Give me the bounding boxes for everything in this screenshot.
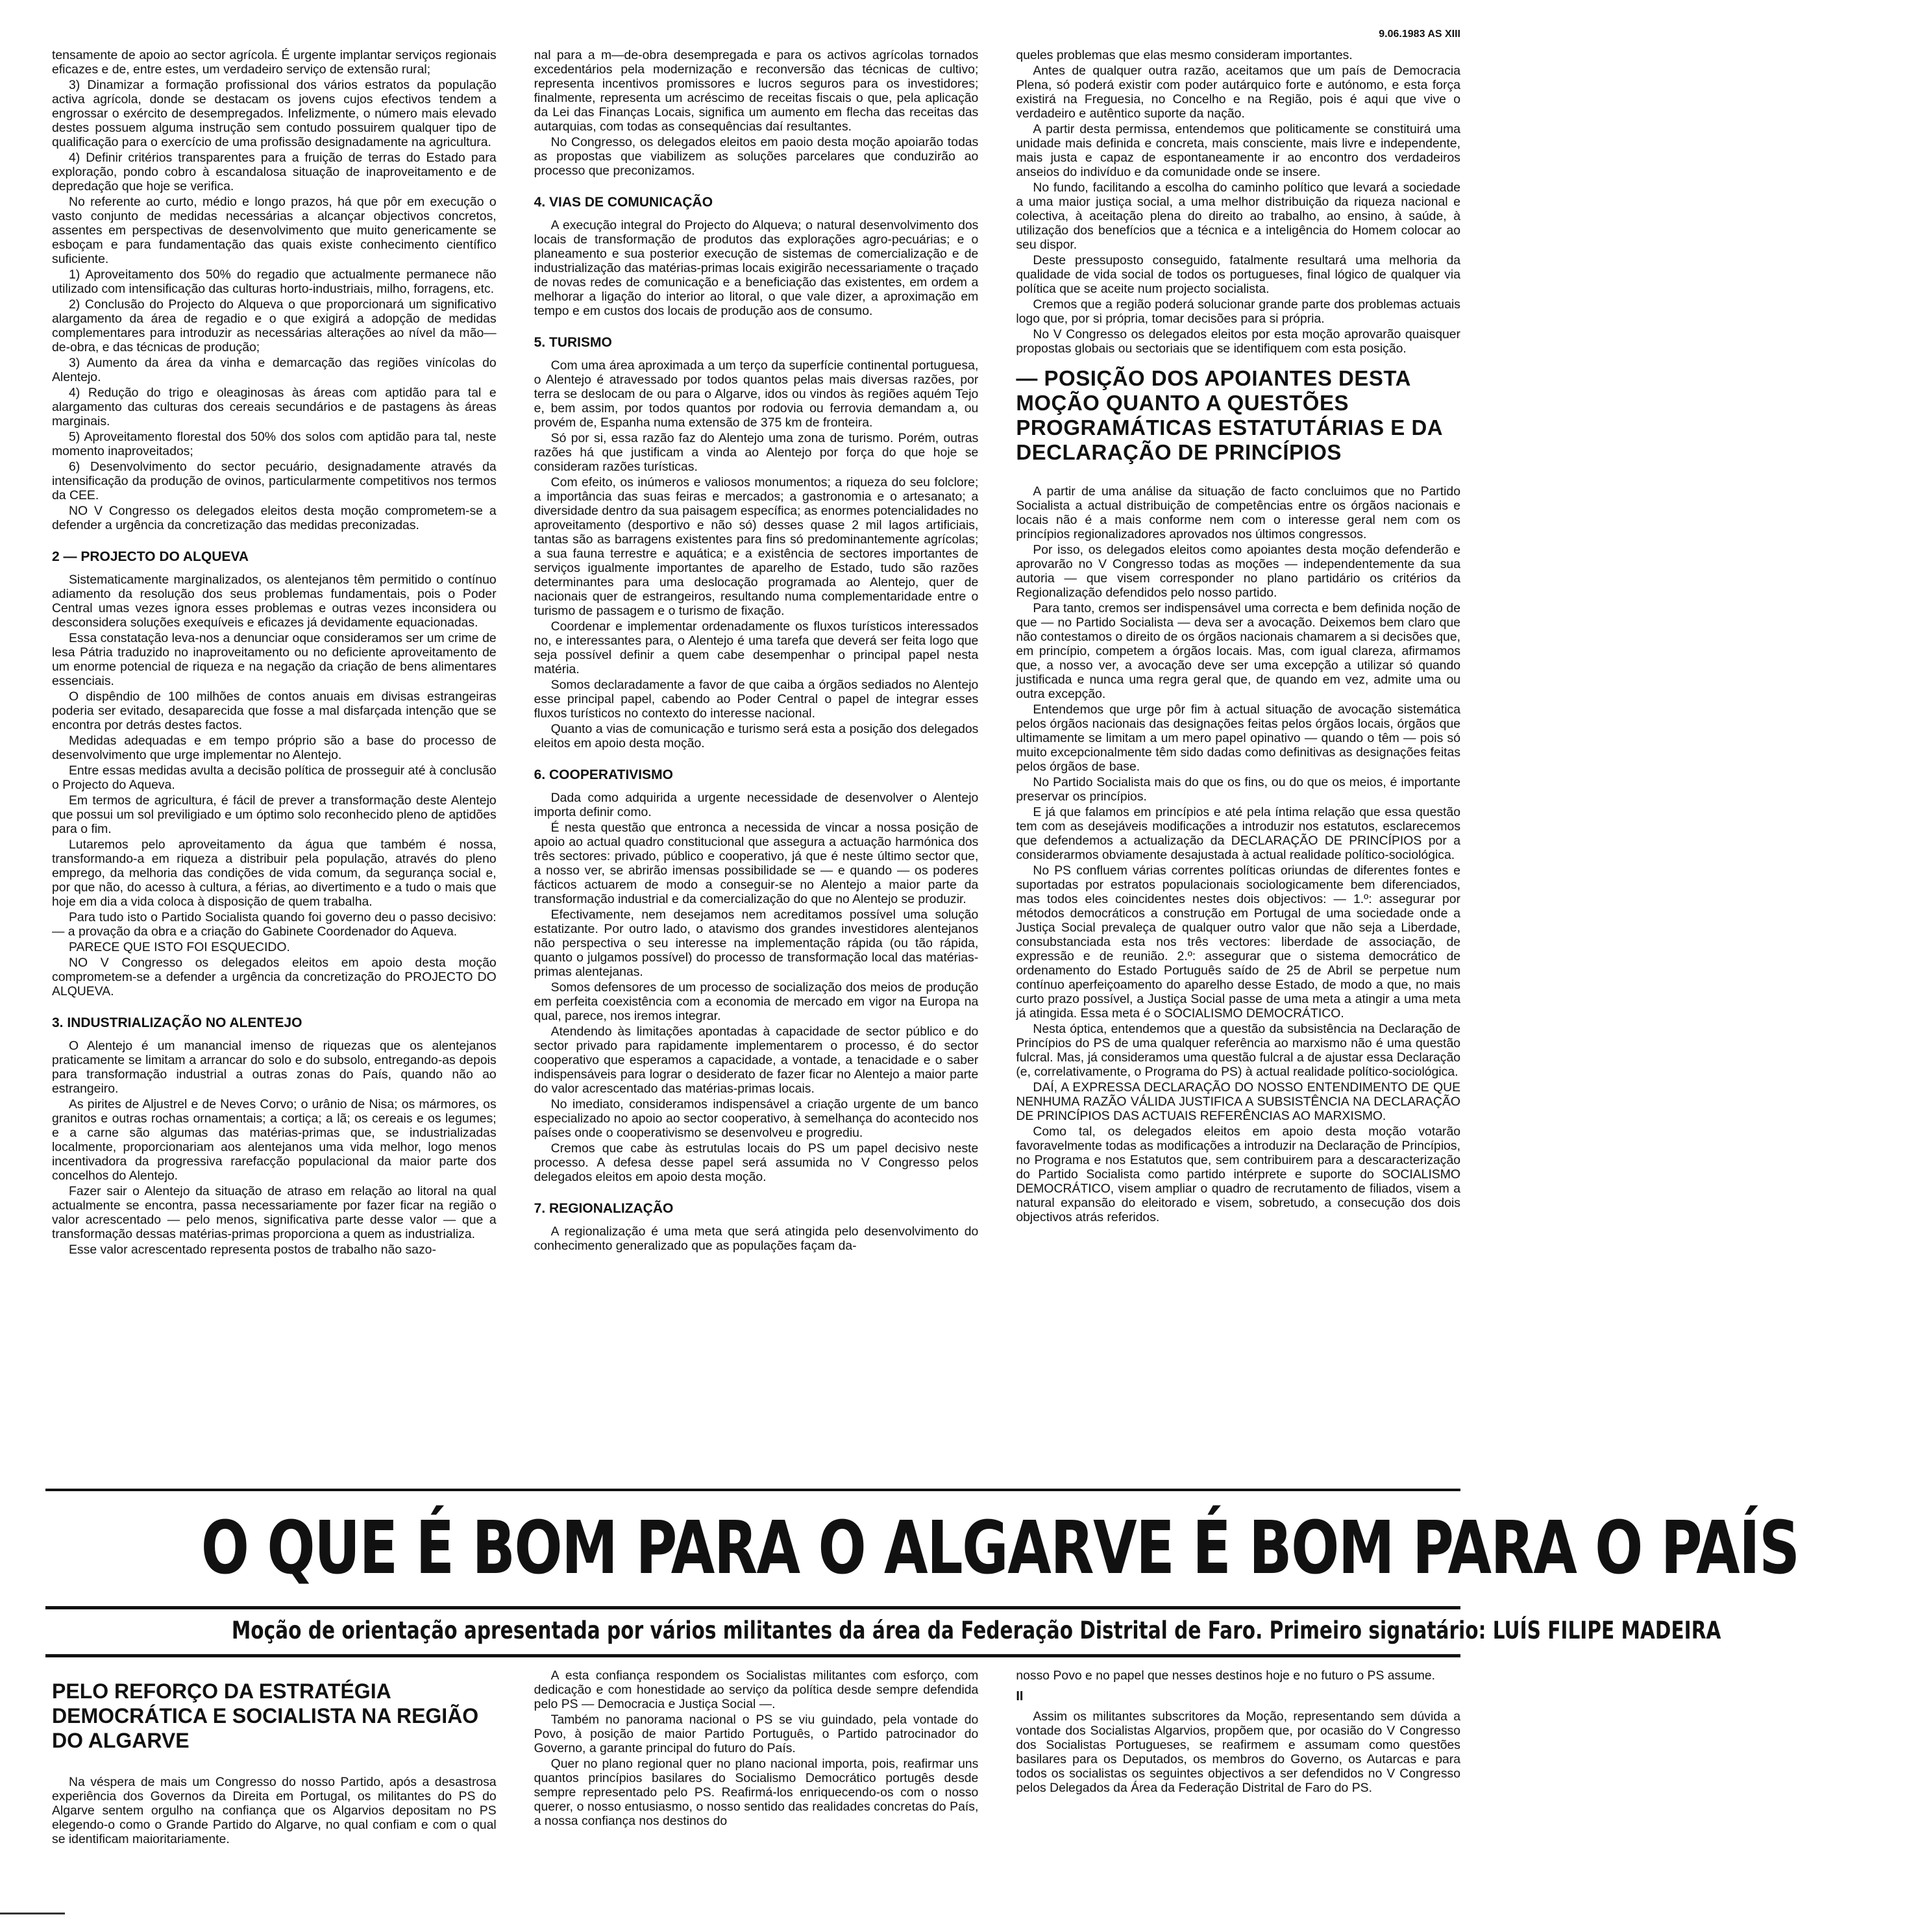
section-heading: 5. TURISMO <box>534 335 612 350</box>
bottom-column-2 <box>534 1668 979 1883</box>
paragraph: queles problemas que elas mesmo consideram importantes. <box>1016 48 1353 62</box>
paragraph: A partir desta permissa, entendemos que politicamente se constituirá uma unidade mais definida e concreta, mais consciente, mais livre e independente, mais justa e capaz de espontaneamente ir ao encontro dos verdadeiros anseios do indivíduo e da comunidade onde se insere. <box>1016 122 1461 179</box>
paragraph: Esse valor acrescentado representa postos de trabalho não sazo- <box>69 1243 436 1257</box>
paragraph: No PS confluem várias correntes políticas oriundas de diferentes fontes e suportadas por estratos populacionais sociologicamente bem diferenciados, mas todos eles coincidentes nestes dois objectivos: — 1.º: assegurar por métodos democráticos a construção em Portugal de uma sociedade onde a Justiça Social prevaleça de qualquer outro valor que não seja a Liberdade, consubstanciada esta nos três vectores: liberdade de associação, de expressão e de reunião. 2.º: assegurar que o sistema democrático de ordenamento do Estado Português saído de 25 de Abril se perpetue num contínuo aperfeiçoamento do aparelho desse Estado, de modo a que, no mais curto prazo possível, a Justiça Social passe de uma meta a atingir a uma meta já atingida. Essa meta é o SOCIALISMO DEMOCRÁTICO. <box>1016 863 1461 1021</box>
paragraph: DAÍ, A EXPRESSA DECLARAÇÃO DO NOSSO ENTENDIMENTO DE QUE NENHUMA RAZÃO VÁLIDA JUSTIFICA A SUBSISTÊNCIA NA DECLARAÇÃO DE PRINCÍPIOS DAS ACTUAIS REFERÊNCIAS AO MARXISMO. <box>1016 1080 1461 1123</box>
banner-subtitle <box>45 1611 1721 1650</box>
section-heading: 7. REGIONALIZAÇÃO <box>534 1201 674 1216</box>
paragraph: Também no panorama nacional o PS se viu guindado, pela vontade do Povo, à posição de maior Partido Português, o Partido patrocinador do Governo, a garante principal do futuro do País. <box>534 1713 979 1755</box>
paragraph: No Partido Socialista mais do que os fins, ou do que os meios, é importante preservar os princípios. <box>1016 775 1461 804</box>
paragraph: Com uma área aproximada a um terço da superfície continental portuguesa, o Alentejo é atravessado por todos quantos pelas mais diversas razões, por terra se deslocam de ou para o Algarve, idos ou vindos às regiões aquém Tejo e, bem assim, por todos quantos por rodovia ou ferrovia demandam a, ou provém de, Espanha numa extensão de 375 km de fronteira. <box>534 358 979 430</box>
paragraph: A regionalização é uma meta que será atingida pelo desenvolvimento do conhecimento generalizado que as populações façam da- <box>534 1224 979 1253</box>
paragraph: No fundo, facilitando a escolha do caminho político que levará a sociedade a uma maior justiça social, a uma melhor distribuição da riqueza nacional e colectiva, à aceitação plena do direito ao trabalho, ao ensino, à saúde, à utilização dos benefícios que a técnica e a inteligência do Homem colocar ao seu dispor. <box>1016 180 1461 252</box>
section-heading: 6. COOPERATIVISMO <box>534 767 673 782</box>
paragraph: 3) Aumento da área da vinha e demarcação das regiões vinícolas do Alentejo. <box>52 356 497 384</box>
divider <box>45 1654 1460 1657</box>
paragraph: A partir de uma análise da situação de facto concluimos que no Partido Socialista a actual distribuição de competências entre os órgãos nacionais e locais não é a mais conforme nem com o interesse geral nem com os princípios regionalizadores aprovados nos últimos congressos. <box>1016 484 1461 541</box>
paragraph: O dispêndio de 100 milhões de contos anuais em divisas estrangeiras poderia ser evitado, desaparecida que fosse a mal disfarçada intenção que se encontra por detrás destes factos. <box>52 689 497 732</box>
paragraph: Medidas adequadas e em tempo próprio são a base do processo de desenvolvimento que urge implementar no Alentejo. <box>52 734 497 762</box>
paragraph: Para tanto, cremos ser indispensável uma correcta e bem definida noção de que — no Partido Socialista — deva ser a avocação. Deixemos bem claro que não contestamos o direito de os órgãos nacionais chamarem a si decisões que, em princípio, competem a órgãos locais. Mas, com igual clareza, afirmamos que, a nosso ver, a avocação deve ser uma excepção a utilizar só quando justificada e nunca uma regra geral que, de quando em vez, admite uma ou outra excepção. <box>1016 601 1461 701</box>
paragraph: 5) Aproveitamento florestal dos 50% dos solos com aptidão para tal, neste momento inaproveitados; <box>52 430 497 458</box>
paragraph: Para tudo isto o Partido Socialista quando foi governo deu o passo decisivo: — a provação da obra e a criação do Gabinete Coordenador do Aqueva. <box>52 910 497 939</box>
paragraph: 2) Conclusão do Projecto do Alqueva o que proporcionará um significativo alargamento da área de regadio e o que exigirá a adopção de medidas complementares para introduzir as necessárias alterações ao nível da mão—de-obra, e das técnicas de produção; <box>52 297 497 354</box>
bottom-column-1 <box>52 1668 497 1883</box>
paragraph: NO V Congresso os delegados eleitos desta moção comprometem-se a defender a urgência da concretização das medidas preconizadas. <box>52 504 497 532</box>
paragraph: Nesta óptica, entendemos que a questão da subsistência na Declaração de Princípios do PS de uma qualquer referência ao marxismo não é uma questão fulcral. Mas, já consideramos uma questão fulcral a de ajustar essa Declaração (e, correlativamente, o Programa do PS) à actual realidade político-sociológica. <box>1016 1022 1461 1079</box>
paragraph: Com efeito, os inúmeros e valiosos monumentos; a riqueza do seu folclore; a importância das suas feiras e mercados; a gastronomia e o artesanato; a diversidade dentro da sua paisagem específica; as enormes potencialidades no aproveitamento (desportivo e não só) desses quase 2 mil lagos artificiais, tantas são as barragens existentes para fins só predominantemente agrícolas; a sua fauna terrestre e aquática; e a existência de sectores importantes de serviços igualmente importantes de aparelho de Estado, tudo são razões determinantes para uma deslocação programada ao Alentejo, quer de nacionais quer de estrangeiros, resultando numa complementaridade entre o turismo de passagem e o turismo de fixação. <box>534 475 979 618</box>
section-heading: — POSIÇÃO DOS APOIANTES DESTA MOÇÃO QUANTO A QUESTÕES PROGRAMÁTICAS ESTATUTÁRIAS E DA DECLARAÇÃO DE PRINCÍPIOS <box>1016 366 1442 464</box>
paragraph: Quanto a vias de comunicação e turismo será esta a posição dos delegados eleitos em apoio desta moção. <box>534 722 979 750</box>
paragraph: 1) Aproveitamento dos 50% do regadio que actualmente permanece não utilizado com intensificação das culturas horto-industriais, milho, forragens, etc. <box>52 267 497 296</box>
paragraph: 6) Desenvolvimento do sector pecuário, designadamente através da intensificação da produção de ovinos, particularmente competitivos nos termos da CEE. <box>52 460 497 502</box>
column-2 <box>534 48 979 1476</box>
issue-date: 9.06.1983 AS XIII <box>1379 29 1460 40</box>
paragraph: Antes de qualquer outra razão, aceitamos que um país de Democracia Plena, só poderá existir com poder autárquico forte e autónomo, e esta força existirá na Freguesia, no Concelho e na Região, pois é aqui que vive o verdadeiro e autêntico suporte da nação. <box>1016 64 1461 121</box>
paragraph: 3) Dinamizar a formação profissional dos vários estratos da população activa agrícola, donde se destacam os jovens cujos efectivos tendem a engrossar o exército de desempregados. Infelizmente, o número mais elevado destes possuem alguma instrução sem contudo possuirem qualquer tipo de qualificação para o exercício de uma profissão designadamente na agricultura. <box>52 78 497 149</box>
paragraph: Dada como adquirida a urgente necessidade de desenvolver o Alentejo importa definir como. <box>534 791 979 819</box>
paragraph: É nesta questão que entronca a necessida de vincar a nossa posição de apoio ao actual quadro constitucional que assegura a actuação harmónica dos três sectores: privado, público e cooperativo, já que é neste último sector que, a nosso ver, se abrirão imensas possibilidade se — e quando — os poderes fácticos actuarem de modo a conseguir-se no Alentejo a maior parte da transformação industrial e da comercialização do que no Alentejo se produzir. <box>534 821 979 906</box>
paragraph: Fazer sair o Alentejo da situação de atraso em relação ao litoral na qual actualmente se encontra, passa necessariamente por fazer ficar na região o valor acrescentado — pelo menos, significativa parte desse valor — que a transformação dessas matérias-primas proporciona a quem as industrializa. <box>52 1184 497 1241</box>
subtitle-text: Moção de orientação apresentada por vários militantes da área da Federação Distrital de Faro. Primeiro signatário: LUÍS FILIPE MADEIRA <box>231 1616 1721 1644</box>
paragraph: 4) Redução do trigo e oleaginosas às áreas com aptidão para tal e alargamento das culturas dos cereais secundários e de pastagens às áreas marginais. <box>52 386 497 428</box>
paragraph: Quer no plano regional quer no plano nacional importa, pois, reafirmar uns quantos princípios basilares do Socialismo Democrático portugês desde sempre representado pelo PS. Reafirmá-los enriquecendo-os com o nosso querer, o nosso entusiasmo, o nosso sentido das realidades concretas do País, a nossa confiança nos destinos do <box>534 1757 979 1828</box>
paragraph: Efectivamente, nem desejamos nem acreditamos possível uma solução estatizante. Por outro lado, o atavismo dos grandes investidores alentejanos não perspectiva o seu interesse na implementação rápida (ou tão rápida, quanto o julgamos possível) do processo de transformação local das matérias-primas alentejanas. <box>534 908 979 979</box>
paragraph: Por isso, os delegados eleitos como apoiantes desta moção defenderão e aprovarão no V Congresso todas as moções — independentemente da sua autoria — que visem corresponder no plano partidário os critérios da Regionalização defendidos pelo nosso partido. <box>1016 543 1461 600</box>
paragraph: No Congresso, os delegados eleitos em paoio desta moção apoiarão todas as propostas que viabilizem as soluções parcelares que conduzirão ao processo que preconizamos. <box>534 135 979 178</box>
paragraph: Sistematicamente marginalizados, os alentejanos têm permitido o contínuo adiamento da resolução dos seus problemas fundamentais, pois o Poder Central umas vezes ignora esses problemas e outras vezes inconsidera ou desconsidera soluções exequíveis e eficazes já devidamente equacionadas. <box>52 573 497 630</box>
paragraph: O Alentejo é um manancial imenso de riquezas que os alentejanos praticamente se limitam a arrancar do solo e do subsolo, entregando-as depois para transformação industrial a outras zonas do País, quando não ao estrangeiro. <box>52 1039 497 1096</box>
bottom-columns <box>52 1668 1460 1883</box>
paragraph: No imediato, consideramos indispensável a criação urgente de um banco especializado no apoio ao sector cooperativo, à semelhança do acontecido nos países onde o cooperativismo se desenvolveu e progrediu. <box>534 1097 979 1140</box>
divider <box>45 1606 1460 1609</box>
section-heading: 4. VIAS DE COMUNICAÇÃO <box>534 195 713 210</box>
divider <box>45 1489 1460 1491</box>
paragraph: Essa constatação leva-nos a denunciar oque consideramos ser um crime de lesa Pátria traduzido no inaproveitamento ou no deficiente aproveitamento de um enorme potencial de riqueza e na negação da criação de bens alimentares essenciais. <box>52 631 497 688</box>
paragraph: No referente ao curto, médio e longo prazos, há que pôr em execução o vasto conjunto de medidas necessárias a alcançar objectivos concretos, assentes em perspectivas de desenvolvimento que muito genericamente se esboçam e para fundamentação das quais existe conhecimento científico suficiente. <box>52 195 497 266</box>
section-heading: 2 — PROJECTO DO ALQUEVA <box>52 549 249 564</box>
article-title: PELO REFORÇO DA ESTRATÉGIA DEMOCRÁTICA E SOCIALISTA NA REGIÃO DO ALGARVE <box>52 1679 479 1752</box>
paragraph: Coordenar e implementar ordenadamente os fluxos turísticos interessados no, e interessantes para, o Alentejo é uma tarefa que deverá ser feita logo que seja possível definir a quem cabe desempenhar o principal papel nesta matéria. <box>534 619 979 676</box>
paragraph: Entendemos que urge pôr fim à actual situação de avocação sistemática pelos órgãos nacionais das designações feitas pelos órgãos locais, órgãos que ultimamente se limitam a um mero papel opinativo — quando o têm — pois só muito excepcionalmente têm sido dadas como definitivas as designações feitas pelos órgãos de base. <box>1016 702 1461 774</box>
paragraph: Na véspera de mais um Congresso do nosso Partido, após a desastrosa experiência dos Governos da Direita em Portugal, os militantes do PS do Algarve sentem orgulho na confiança que os Algarvios depositam no PS elegendo-o como o Grande Partido do Algarve, no qual confiam e com o qual se identificam maioritariamente. <box>52 1775 497 1846</box>
banner-headline: O QUE É BOM PARA O ALGARVE É BOM PARA O PAÍS <box>201 1506 1799 1591</box>
section-numeral: II <box>1016 1689 1024 1703</box>
paragraph: A esta confiança respondem os Socialistas militantes com esforço, com dedicação e com honestidade ao serviço da política desde sempre defendida pelo PS — Democracia e Justiça Social —. <box>534 1668 979 1711</box>
article-columns <box>52 48 1460 1476</box>
paragraph: nal para a m—de-obra desempregada e para os activos agrícolas tornados excedentários pela modernização e reconversão das técnicas de cultivo; representa incentivos promissores e lucros seguros para os investidores; finalmente, representa um acréscimo de receitas fiscais o que, pela aplicação da Lei das Finanças Locais, significa um aumento em flecha das receitas das autarquias, com todas as consequências daí resultantes. <box>534 48 979 134</box>
paragraph: Cremos que a região poderá solucionar grande parte dos problemas actuais logo que, por si própria, tomar decisões para si própria. <box>1016 297 1461 326</box>
paragraph: Atendendo às limitações apontadas à capacidade de sector público e do sector privado para rapidamente implementarem o processo, é do sector cooperativo que esperamos a capacidade, a vontade, a tenacidade e o saber indispensáveis para lograr o desiderato de fazer ficar no Alentejo a maior parte do valor acrescentado das matérias-primas locais. <box>534 1024 979 1096</box>
paragraph: 4) Definir critérios transparentes para a fruição de terras do Estado para exploração, pondo cobro à escandalosa situação de inaproveitamento e de depredação que hoje se verifica. <box>52 151 497 193</box>
paragraph: No V Congresso os delegados eleitos por esta moção aprovarão quaisquer propostas globais ou sectoriais que se identifiquem com esta posição. <box>1016 327 1461 356</box>
paragraph: Lutaremos pelo aproveitamento da água que também é nossa, transformando-a em riqueza a distribuir pela população, através do pleno emprego, da melhoria das condições de vida comum, da segurança social e, por que não, do acesso à cultura, a férias, ao divertimento e a tudo o mais que hoje em dia a vida coloca à disposição de quem trabalha. <box>52 837 497 909</box>
paragraph: PARECE QUE ISTO FOI ESQUECIDO. <box>69 940 290 954</box>
paragraph: A execução integral do Projecto do Alqueva; o natural desenvolvimento dos locais de transformação de produtos das explorações agro-pecuárias; e o planeamento e sua posterior execução de sistemas de comercialização e de industrialização das matérias-primas locais exigirão necessariamente o traçado de novas redes de comunicação e a beneficiação das existentes, em ordem a melhorar a ligação do interior ao litoral, o que vale dizer, a aproximação em tempo e em custos dos locais de produção aos de consumo. <box>534 218 979 318</box>
divider <box>0 1913 65 1914</box>
bottom-column-3 <box>1016 1668 1460 1883</box>
paragraph: Como tal, os delegados eleitos em apoio desta moção votarão favoravelmente todas as modificações a introduzir na Declaração de Princípios, no Programa e nos Estatutos que, sem contribuirem para a descaracterização do Partido Socialista como partido intérprete e suporte do SOCIALISMO DEMOCRÁTICO, visem ampliar o quadro de recrutamento de filiados, visem a natural expansão do eleitorado e visem, sobretudo, a consecução dos dois objectivos atrás referidos. <box>1016 1124 1461 1224</box>
paragraph: Entre essas medidas avulta a decisão política de prosseguir até à conclusão o Projecto do Aqueva. <box>52 763 497 792</box>
paragraph: Em termos de agricultura, é fácil de prever a transformação deste Alentejo que possui um sol previligiado e um óptimo solo reconhecido pleno de aptidões para o fim. <box>52 793 497 836</box>
column-1 <box>52 48 497 1476</box>
paragraph: Cremos que cabe às estrutulas locais do PS um papel decisivo neste processo. A defesa desse papel será assumida no V Congresso pelos delegados eleitos em apoio desta moção. <box>534 1141 979 1184</box>
section-heading: 3. INDUSTRIALIZAÇÃO NO ALENTEJO <box>52 1015 302 1030</box>
paragraph: Somos defensores de um processo de socialização dos meios de produção em perfeita coexistência com a economia de mercado em vigor na Europa na qual, parece, nos iremos integrar. <box>534 980 979 1023</box>
paragraph: Deste pressuposto conseguido, fatalmente resultará uma melhoria da qualidade de vida social de todos os portugueses, final lógico de qualquer via política que se aceite num projecto socialista. <box>1016 253 1461 296</box>
paragraph: E já que falamos em princípios e até pela íntima relação que essa questão tem com as desejáveis modificações a introduzir nos estatutos, esclarecemos que defendemos a actualização da DECLARAÇÃO DE PRINCÍPIOS por a considerarmos obviamente desajustada à actual realidade político-sociológica. <box>1016 805 1461 862</box>
column-3 <box>1016 48 1460 1476</box>
paragraph: nosso Povo e no papel que nesses destinos hoje e no futuro o PS assume. <box>1016 1668 1436 1683</box>
paragraph: Assim os militantes subscritores da Moção, representando sem dúvida a vontade dos Socialistas Algarvios, propõem que, por ocasião do V Congresso dos Socialistas Portugueses, se reafirmem e assumam como questões basilares para os Deputados, os membros do Governo, os Autarcas e para todos os socialistas os seguintes objectivos a ser defendidos no V Congresso pelos Delegados da Área da Federação Distrital de Faro do PS. <box>1016 1709 1461 1795</box>
paragraph: NO V Congresso os delegados eleitos em apoio desta moção comprometem-se a defender a urgência da concretização do PROJECTO DO ALQUEVA. <box>52 956 497 998</box>
paragraph: Somos declaradamente a favor de que caiba a órgãos sediados no Alentejo esse principal papel, cabendo ao Poder Central o papel de integrar esses fluxos turísticos no contexto do interesse nacional. <box>534 678 979 721</box>
paragraph: tensamente de apoio ao sector agrícola. É urgente implantar serviços regionais eficazes e de, entre estes, um verdadeiro serviço de extensão rural; <box>52 48 497 77</box>
paragraph: Só por si, essa razão faz do Alentejo uma zona de turismo. Porém, outras razões há que justificam a vinda ao Alentejo por força do que hoje se consideram razões turísticas. <box>534 431 979 474</box>
paragraph: As pirites de Aljustrel e de Neves Corvo; o urânio de Nisa; os mármores, os granitos e outras rochas ornamentais; a cortiça; a lã; os cereais e os legumes; e a carne são algumas das matérias-primas que, se industrializadas localmente, proporcionariam aos alentejanos uma vida melhor, logo menos incentivadora da progressiva rarefacção populacional da maior parte dos concelhos do Alentejo. <box>52 1097 497 1183</box>
